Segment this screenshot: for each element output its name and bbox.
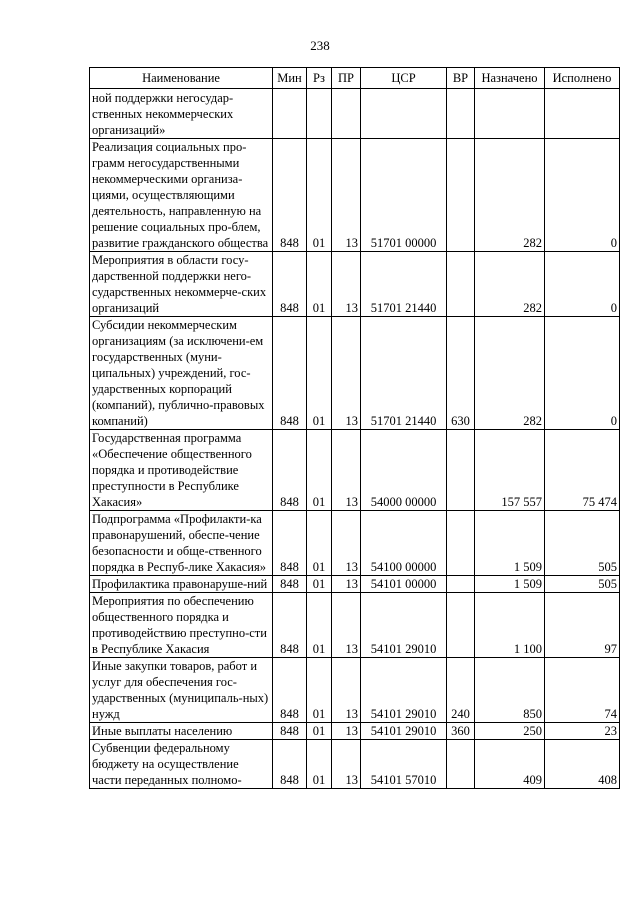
row-vr [447, 511, 475, 576]
table-row [90, 740, 620, 789]
row-rz: 01 [307, 723, 332, 740]
row-executed: 505 [545, 511, 620, 576]
row-csr: 51701 21440 [361, 252, 447, 317]
table-row [90, 576, 620, 593]
table-row [90, 252, 620, 317]
row-pr: 13 [332, 252, 361, 317]
row-min: 848 [273, 139, 307, 252]
header-csr: ЦСР [361, 68, 447, 89]
table-row [90, 430, 620, 511]
header-executed: Исполнено [545, 68, 620, 89]
row-executed: 0 [545, 139, 620, 252]
row-pr: 13 [332, 658, 361, 723]
table-row [90, 658, 620, 723]
table-row [90, 89, 620, 139]
header-vr: ВР [447, 68, 475, 89]
row-csr: 54101 29010 [361, 723, 447, 740]
row-planned: 282 [475, 317, 545, 430]
row-csr: 54101 29010 [361, 658, 447, 723]
row-csr: 54101 57010 [361, 740, 447, 789]
row-pr [332, 89, 361, 139]
row-pr: 13 [332, 511, 361, 576]
row-min: 848 [273, 658, 307, 723]
row-executed: 0 [545, 252, 620, 317]
row-csr: 51701 21440 [361, 317, 447, 430]
row-rz: 01 [307, 740, 332, 789]
row-csr: 54101 00000 [361, 576, 447, 593]
row-min: 848 [273, 576, 307, 593]
row-min: 848 [273, 740, 307, 789]
row-vr [447, 252, 475, 317]
row-csr: 54101 29010 [361, 593, 447, 658]
row-rz: 01 [307, 576, 332, 593]
row-name: Государственная программа «Обеспечение общественного порядка и противодействие преступности в Республике Хакасия» [90, 430, 273, 511]
header-planned: Назначено [475, 68, 545, 89]
row-pr: 13 [332, 317, 361, 430]
row-pr: 13 [332, 593, 361, 658]
table-row [90, 593, 620, 658]
row-vr [447, 89, 475, 139]
table-row [90, 511, 620, 576]
header-pr: ПР [332, 68, 361, 89]
row-planned: 282 [475, 139, 545, 252]
row-vr: 240 [447, 658, 475, 723]
row-vr [447, 139, 475, 252]
row-min: 848 [273, 430, 307, 511]
row-planned: 157 557 [475, 430, 545, 511]
row-name: Подпрограмма «Профилакти-ка правонарушений, обеспе-чение безопасности и обще-ственного порядка в Респуб-лике Хакасия» [90, 511, 273, 576]
table-row [90, 723, 620, 740]
row-planned: 409 [475, 740, 545, 789]
row-pr: 13 [332, 576, 361, 593]
row-min: 848 [273, 317, 307, 430]
row-vr: 630 [447, 317, 475, 430]
row-executed: 0 [545, 317, 620, 430]
row-name: Иные закупки товаров, работ и услуг для обеспечения гос-ударственных (муниципаль-ных) нужд [90, 658, 273, 723]
row-min: 848 [273, 252, 307, 317]
row-rz: 01 [307, 511, 332, 576]
row-planned: 250 [475, 723, 545, 740]
row-executed: 408 [545, 740, 620, 789]
row-executed: 23 [545, 723, 620, 740]
row-min: 848 [273, 511, 307, 576]
row-vr [447, 593, 475, 658]
row-pr: 13 [332, 139, 361, 252]
row-planned: 1 100 [475, 593, 545, 658]
row-executed: 75 474 [545, 430, 620, 511]
row-rz [307, 89, 332, 139]
table-row [90, 317, 620, 430]
header-name: Наименование [90, 68, 273, 89]
row-pr: 13 [332, 430, 361, 511]
header-rz: Рз [307, 68, 332, 89]
row-rz: 01 [307, 430, 332, 511]
row-planned: 1 509 [475, 576, 545, 593]
row-planned: 282 [475, 252, 545, 317]
row-executed: 74 [545, 658, 620, 723]
row-name: Профилактика правонаруше-ний [90, 576, 273, 593]
row-vr: 360 [447, 723, 475, 740]
row-rz: 01 [307, 139, 332, 252]
row-name: Иные выплаты населению [90, 723, 273, 740]
row-planned [475, 89, 545, 139]
row-executed: 505 [545, 576, 620, 593]
row-csr: 54000 00000 [361, 430, 447, 511]
row-csr [361, 89, 447, 139]
table-row [90, 139, 620, 252]
row-name: ной поддержки негосудар-ственных некоммерческих организаций» [90, 89, 273, 139]
header-min: Мин [273, 68, 307, 89]
row-rz: 01 [307, 317, 332, 430]
page-number: 238 [310, 38, 330, 53]
row-rz: 01 [307, 252, 332, 317]
row-vr [447, 740, 475, 789]
row-rz: 01 [307, 658, 332, 723]
row-pr: 13 [332, 723, 361, 740]
row-executed [545, 89, 620, 139]
row-name: Реализация социальных про-грамм негосударственными некоммерческими организа-циями, осуществляющими деятельность, направленную на решение социальных про-блем, развитие гражданского общества [90, 139, 273, 252]
row-min [273, 89, 307, 139]
row-name: Мероприятия в области госу-дарственной поддержки него-сударственных некоммерче-ских организаций [90, 252, 273, 317]
row-min: 848 [273, 593, 307, 658]
row-csr: 51701 00000 [361, 139, 447, 252]
table-header-row [90, 68, 620, 89]
row-rz: 01 [307, 593, 332, 658]
row-pr: 13 [332, 740, 361, 789]
row-min: 848 [273, 723, 307, 740]
row-name: Субвенции федеральному бюджету на осуществление части переданных полномо- [90, 740, 273, 789]
row-vr [447, 576, 475, 593]
row-executed: 97 [545, 593, 620, 658]
row-name: Мероприятия по обеспечению общественного порядка и противодействию преступно-сти в Республике Хакасия [90, 593, 273, 658]
row-name: Субсидии некоммерческим организациям (за исключени-ем государственных (муни-ципальных) учреждений, гос-ударственных корпораций (компаний), публично-правовых компаний) [90, 317, 273, 430]
budget-table [89, 67, 620, 789]
row-csr: 54100 00000 [361, 511, 447, 576]
row-planned: 1 509 [475, 511, 545, 576]
row-vr [447, 430, 475, 511]
row-planned: 850 [475, 658, 545, 723]
